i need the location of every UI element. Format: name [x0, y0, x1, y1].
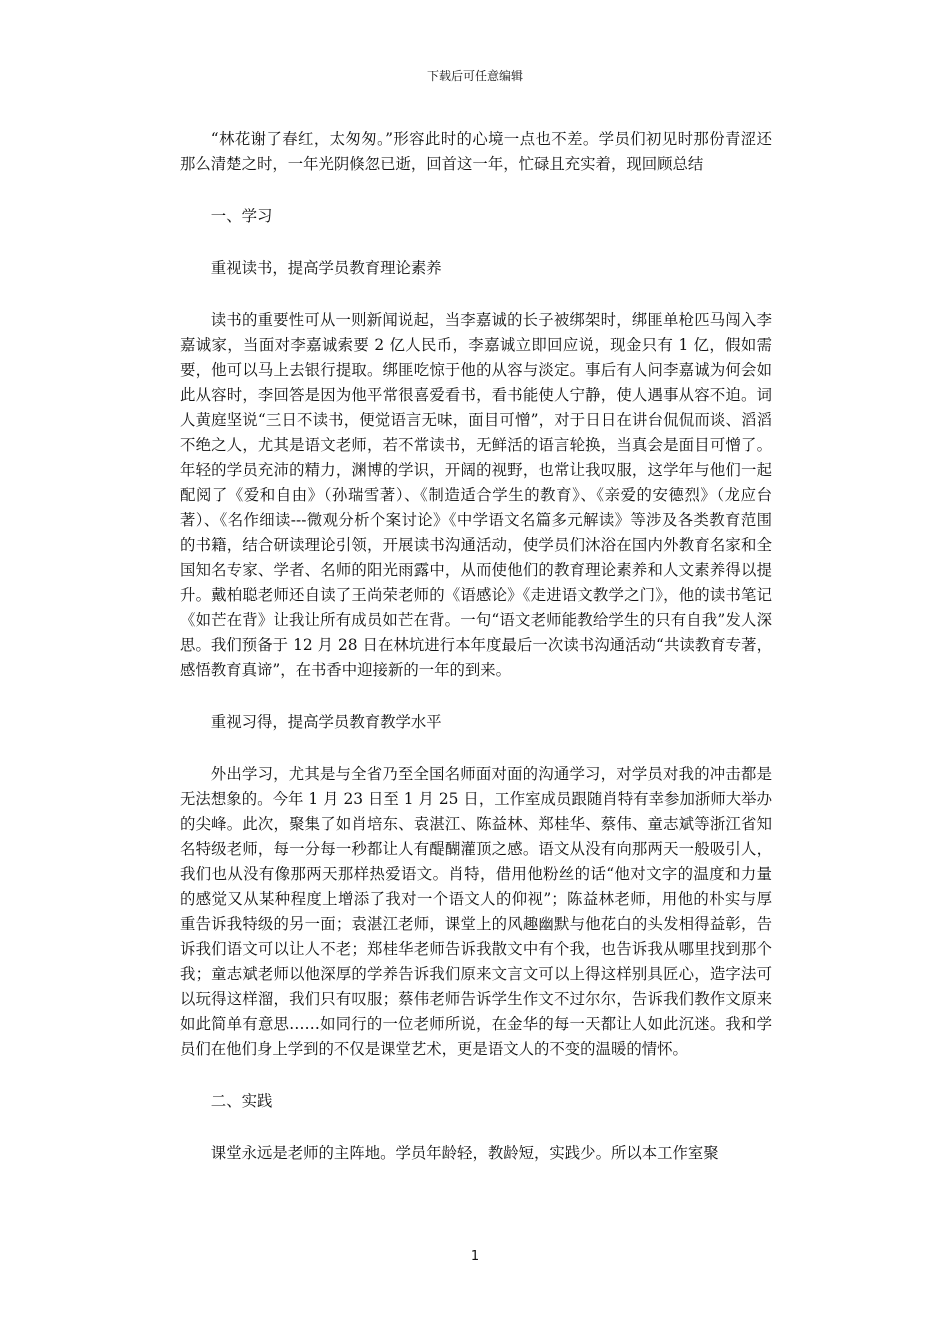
reading-paragraph: 读书的重要性可从一则新闻说起，当李嘉诚的长子被绑架时，绑匪单枪匹马闯入李嘉诚家，当面对李嘉诚索要 2 亿人民币，李嘉诚立即回应说，现金只有 1 亿，假如需要，他可以马上去银行提取。绑匪吃惊于他的从容与淡定。事后有人问李嘉诚为何会如此从容时，李回答是因为他平常很喜爱看书，看书能使人宁静，使人遇事从容不迫。词人黄庭坚说“三日不读书，便觉语言无味，面目可憎”，对于日日在讲台侃侃而谈、滔滔不绝之人，尤其是语文老师，若不常读书，无鲜活的语言轮换，当真会是面目可憎了。年轻的学员充沛的精力，渊博的学识，开阔的视野，也常让我叹服，这学年与他们一起配阅了《爱和自由》（孙瑞雪著）、《制造适合学生的教育》、《亲爱的安德烈》（龙应台著）、《名作细读---微观分析个案讨论》《中学语文名篇多元解读》等涉及各类教育范围的书籍，结合研读理论引领，开展读书沟通活动，使学员们沐浴在国内外教育名家和全国知名专家、学者、名师的阳光雨露中，从而使他们的教育理论素养和人文素养得以提升。戴柏聪老师还自读了王尚荣老师的《语感论》《走进语文教学之门》，他的读书笔记《如芒在背》让我让所有成员如芒在背。一句“语文老师能教给学生的只有自我”发人深思。我们预备于 12 月 28 日在林坑进行本年度最后一次读书沟通活动“共读教育专著，感悟教育真谛”，在书香中迎接新的一年的到来。: [180, 311, 772, 679]
intro-paragraph: “林花谢了春红，太匆匆。”形容此时的心境一点也不差。学员们初见时那份青涩还那么清楚之时，一年光阴倏忽已逝，回首这一年，忙碌且充实着，现回顾总结: [180, 130, 772, 173]
document-body: [180, 127, 772, 1166]
page-number: 1: [470, 1249, 480, 1264]
subheading-reading: 重视读书，提高学员教育理论素养: [210, 259, 442, 277]
section-heading-practice: 二、实践: [210, 1092, 273, 1110]
page-header: 下载后可任意编辑: [426, 69, 523, 83]
practice-paragraph: 课堂永远是老师的主阵地。学员年龄轻，教龄短，实践少。所以本工作室聚: [210, 1144, 719, 1162]
subheading-practice-learning: 重视习得，提高学员教育教学水平: [210, 713, 442, 731]
section-heading-study: 一、学习: [210, 207, 273, 225]
learning-paragraph: 外出学习，尤其是与全省乃至全国名师面对面的沟通学习，对学员对我的冲击都是无法想象的。今年 1 月 23 日至 1 月 25 日，工作室成员跟随肖特有幸参加浙师大举办的尖峰。此次，聚集了如肖培东、袁湛江、陈益林、郑桂华、蔡伟、童志斌等浙江省知名特级老师，每一分每一秒都让人有醍醐灌顶之感。语文从没有向那两天一般吸引人，我们也从没有像那两天那样热爱语文。肖特，借用他粉丝的话“他对文字的温度和力量的感觉又从某种程度上增添了我对一个语文人的仰视”；陈益林老师，用他的朴实与厚重告诉我特级的另一面；袁湛江老师，课堂上的风趣幽默与他花白的头发相得益彰，告诉我们语文可以让人不老；郑桂华老师告诉我散文中有个我，也告诉我从哪里找到那个我；童志斌老师以他深厚的学养告诉我们原来文言文可以上得这样别具匠心，造字法可以玩得这样溜，我们只有叹服；蔡伟老师告诉学生作文不过尔尔，告诉我们教作文原来如此简单有意思……如同行的一位老师所说，在金华的每一天都让人如此沉迷。我和学员们在他们身上学到的不仅是课堂艺术，更是语文人的不变的温暖的情怀。: [180, 765, 772, 1058]
